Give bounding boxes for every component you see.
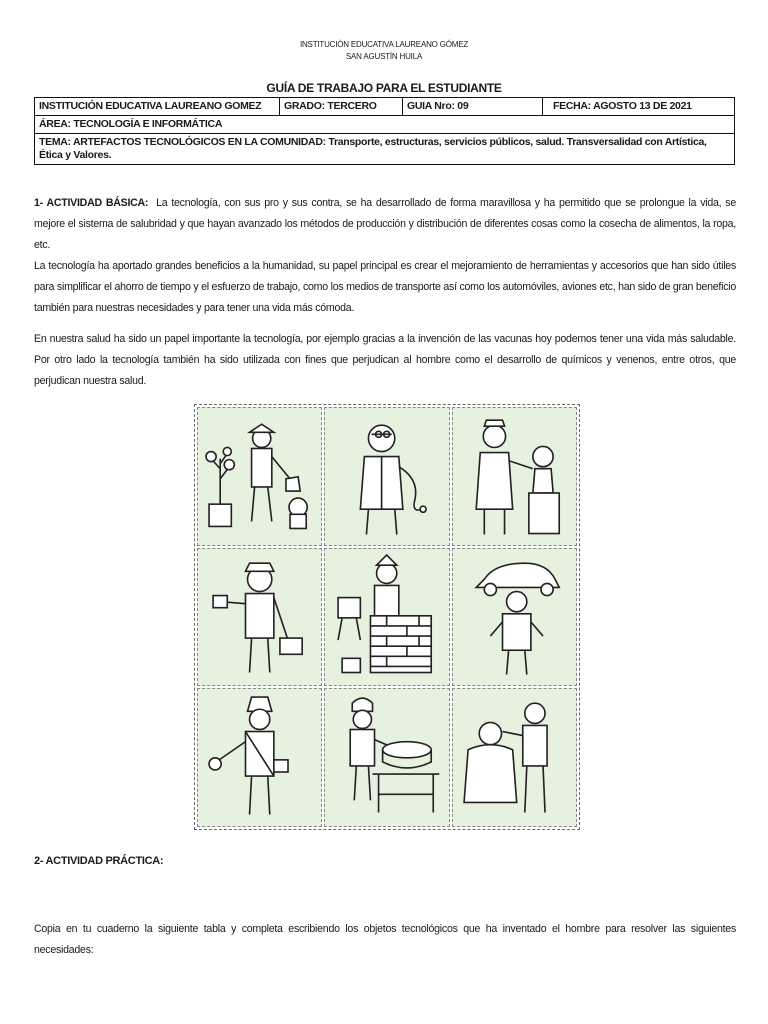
info-date: FECHA: AGOSTO 13 DE 2021 [543,98,735,116]
info-guide-number: GUIA Nro: 09 [403,98,543,116]
gardener-cell [197,407,322,546]
doctor-cell [324,407,449,546]
mail-carrier-cell [197,548,322,687]
doctor-figure-icon [325,408,448,545]
activity2-paragraph-1: Copia en tu cuaderno la siguiente tabla y completa escribiendo los objetos tecnológicos que ha inventado el hombre para resolver las siguientes necesidades: [34,923,736,956]
header-location: SAN AGUSTÍN HUILA [345,52,423,61]
activity1-heading: 1- ACTIVIDAD BÁSICA: [34,197,149,209]
mail-carrier-figure-icon [198,549,321,686]
nurse-figure-icon [453,408,576,545]
info-grade: GRADO: TERCERO [280,98,403,116]
info-table [34,97,735,165]
info-row-area [35,116,735,134]
activity2-heading: 2- ACTIVIDAD PRÁCTICA: [34,855,164,867]
barber-figure-icon [453,689,576,826]
activity1-paragraph-2: La tecnología ha aportado grandes beneficios a la humanidad, su papel principal es crear el mejoramiento de herramientas y accesorios que han sido útiles para simplificar el ahorro de tiempo y el esfuerzo de trabajo, como los medios de transporte así como los automóviles, aviones etc, han sido de gran beneficio también para nuestras necesidades y para tener una vida más cómoda. [34,260,736,314]
baker-cell [324,688,449,827]
police-officer-figure-icon [198,689,321,826]
mechanic-cell [452,548,577,687]
info-institution: INSTITUCIÓN EDUCATIVA LAUREANO GOMEZ [35,98,280,116]
gardener-figure-icon [198,408,321,545]
bricklayer-cell [324,548,449,687]
bricklayer-figure-icon [325,549,448,686]
info-row-header [35,98,735,116]
activity1-paragraph-3: En nuestra salud ha sido un papel importante la tecnología, por ejemplo gracias a la invención de las vacunas hoy podemos tener una vida más saludable. Por otro lado la tecnología también ha sido utilizada con fines que perjudican al hombre como el desarrollo de químicos y venenos, entre otros, que perjudican nuestra salud. [34,333,736,387]
activity1-paragraph-1 [34,193,736,256]
police-officer-cell [197,688,322,827]
mechanic-figure-icon [453,549,576,686]
nurse-cell [452,407,577,546]
header-institution: INSTITUCIÓN EDUCATIVA LAUREANO GÓMEZ [299,40,469,49]
barber-cell [452,688,577,827]
baker-figure-icon [325,689,448,826]
activity1-text-1: La tecnología, con sus pro y sus contra, se ha desarrollado de forma maravillosa y ha permitido que se prolongue la vida, se mejore el sistema de salubridad y que hayan avanzado los métodos de producción y distribución de diferentes cosas como la cosecha de alimentos, la ropa, etc. [34,197,736,251]
guide-title: GUÍA DE TRABAJO PARA EL ESTUDIANTE [266,81,502,95]
info-row-topic [35,134,735,165]
info-topic: TEMA: ARTEFACTOS TECNOLÓGICOS EN LA COMUNIDAD: Transporte, estructuras, servicios públicos, salud. Transversalidad con Artística, Ética y Valores. [35,134,735,165]
info-area: ÁREA: TECNOLOGÍA E INFORMÁTICA [35,116,735,134]
community-workers-illustration [194,404,580,830]
